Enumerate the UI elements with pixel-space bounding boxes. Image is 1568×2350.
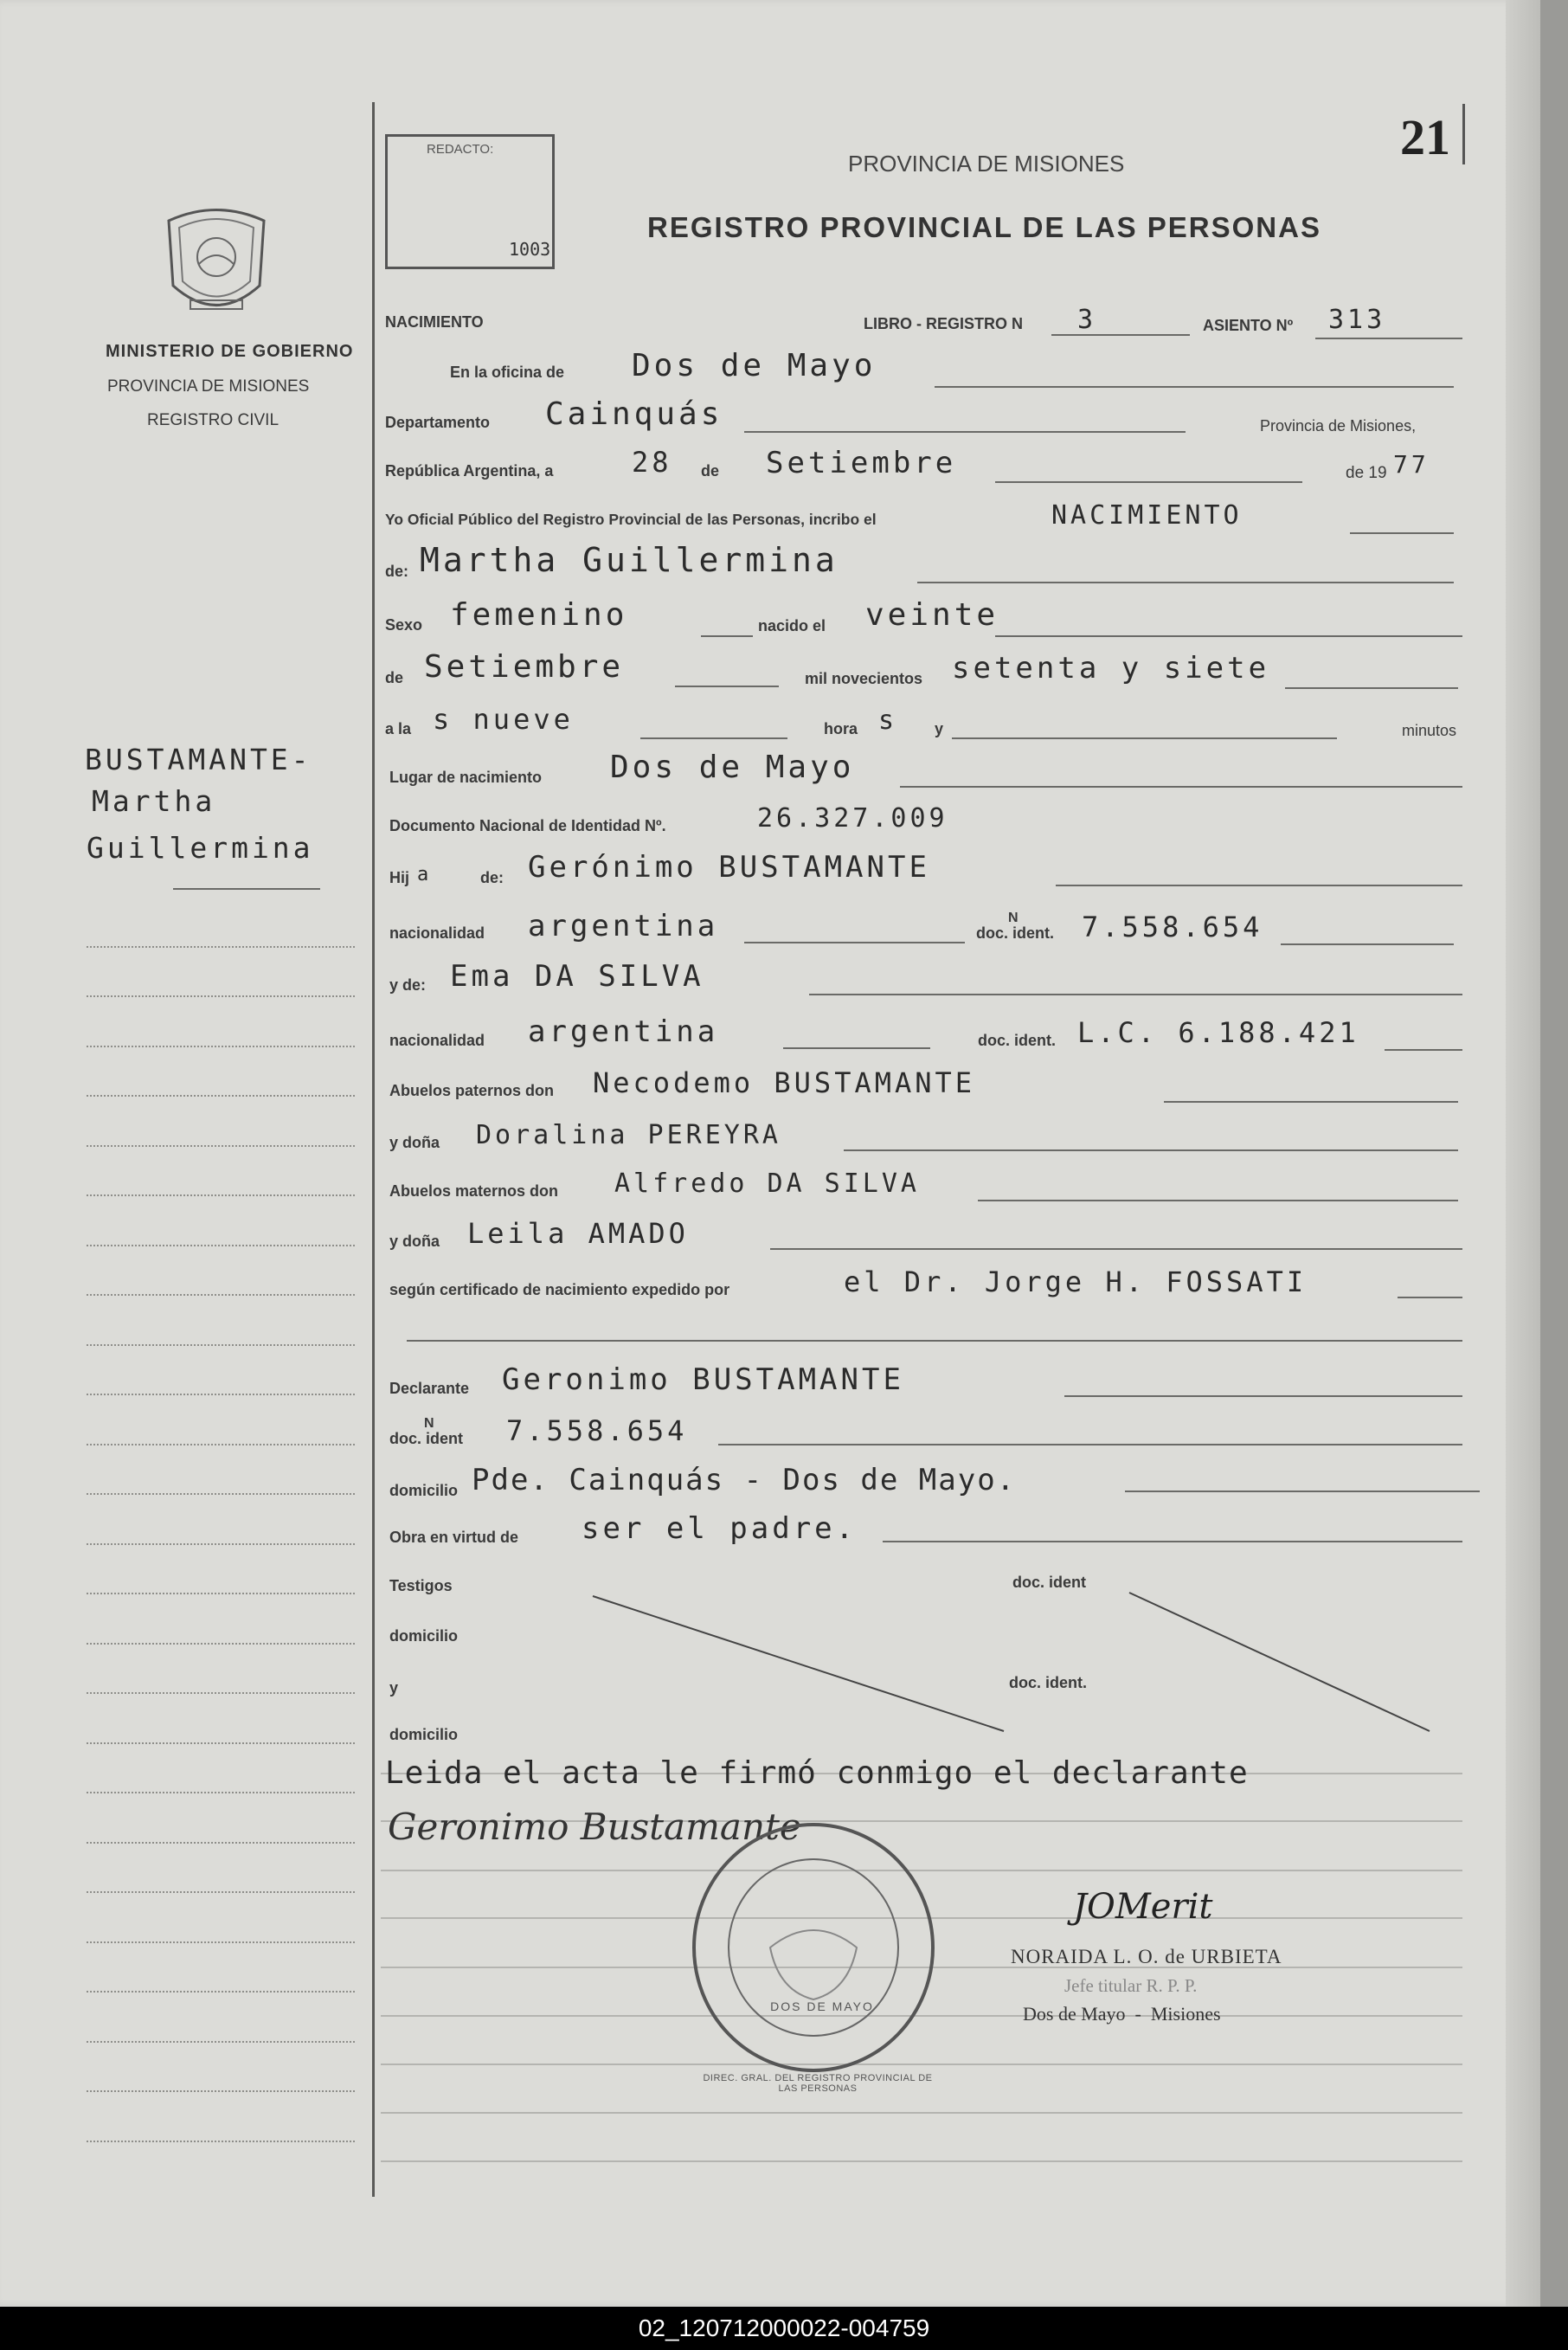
ydona1-line: [844, 1149, 1458, 1151]
nacido-label: nacido el: [758, 617, 826, 634]
ministry-seal-icon: [160, 203, 273, 320]
margin-line: [87, 1493, 355, 1495]
declarante-signature: Geronimo Bustamante: [388, 1806, 801, 1848]
nac2-value: argentina: [528, 1014, 719, 1049]
horas-label: hora: [824, 720, 858, 737]
declarante-label: Declarante: [389, 1380, 470, 1397]
nac2-label: nacionalidad: [389, 1032, 485, 1049]
margin-line: [87, 1742, 355, 1744]
anio-label: de 19: [1346, 464, 1387, 482]
ydona2-value: Leila AMADO: [467, 1217, 689, 1250]
margin-line: [87, 1394, 355, 1395]
header-province: PROVINCIA DE MISIONES: [848, 151, 1125, 177]
registry-stamp-icon: [684, 1818, 943, 2077]
margin-line: [87, 1194, 355, 1196]
cert-value: el Dr. Jorge H. FOSSATI: [844, 1265, 1308, 1298]
abp-value: Necodemo BUSTAMANTE: [593, 1066, 976, 1099]
testigos-label: Testigos: [389, 1577, 453, 1594]
ruled-line: [381, 2160, 1462, 2162]
doc2-label: doc. ident.: [978, 1032, 1056, 1049]
domicilio-line: [1125, 1490, 1480, 1492]
margin-line: [87, 946, 355, 948]
official-name: NORAIDA L. O. de URBIETA: [1011, 1946, 1282, 1967]
de2-label: de: [385, 669, 404, 686]
nacido-value: veinte: [865, 597, 999, 633]
margin-line: [87, 1941, 355, 1943]
nombre-value: Martha Guillermina: [420, 541, 839, 579]
domicilio-label: domicilio: [389, 1482, 459, 1499]
libro-line: [1051, 334, 1190, 336]
margin-line: [87, 1245, 355, 1246]
doc1-line: [1281, 943, 1454, 945]
asiento-line: [1315, 338, 1462, 339]
margin-line: [87, 1891, 355, 1893]
stamp-center: DOS DE MAYO: [770, 1999, 874, 2013]
obra-value: ser el padre.: [582, 1511, 858, 1546]
libro-value: 3: [1077, 305, 1097, 335]
header-registry: REGISTRO PROVINCIAL DE LAS PERSONAS: [647, 211, 1321, 243]
dni-label: Documento Nacional de Identidad Nº.: [389, 817, 666, 834]
oficina-label: En la oficina de: [450, 364, 565, 381]
margin-line: [87, 995, 355, 997]
ministry-title: MINISTERIO DE GOBIERNO: [106, 342, 354, 361]
doc2-line: [1385, 1049, 1462, 1051]
sexo-line: [701, 635, 753, 637]
de-label: de: [701, 462, 720, 480]
oficina-value: Dos de Mayo: [632, 348, 877, 383]
mes-line: [995, 481, 1302, 483]
margin-note-name1: Martha: [92, 784, 216, 818]
ydona2-label: y doña: [389, 1233, 440, 1250]
margin-line: [87, 1543, 355, 1545]
oficial-line: [1350, 532, 1454, 534]
domw1-label: domicilio: [389, 1627, 459, 1645]
nac1-value: argentina: [528, 909, 719, 943]
margin-line: [87, 1593, 355, 1594]
redacto-label: REDACTO:: [427, 142, 494, 157]
ydona1-label: y doña: [389, 1134, 440, 1151]
cert-line: [1398, 1297, 1462, 1298]
obra-label: Obra en virtud de: [389, 1529, 519, 1546]
nacido-line: [995, 635, 1462, 637]
lugar-line: [900, 786, 1462, 788]
docd-sup: N: [424, 1416, 434, 1431]
doc1-label: doc. ident.: [976, 924, 1054, 942]
anio-value: 77: [1393, 450, 1430, 479]
doc2-value: L.C. 6.188.421: [1077, 1016, 1359, 1049]
cert-line-2: [407, 1340, 1462, 1342]
madre-line: [809, 994, 1462, 995]
redacto-mark: 1003: [509, 239, 551, 260]
docd-line: [718, 1444, 1462, 1445]
form-divider: [372, 102, 375, 2197]
margin-line: [87, 1991, 355, 1993]
official-role: Jefe titular R. P. P.: [1064, 1975, 1198, 1996]
docw2-label: doc. ident.: [1009, 1674, 1087, 1691]
doc1-value: 7.558.654: [1082, 911, 1263, 943]
ruled-line: [381, 2112, 1462, 2114]
asiento-label: ASIENTO Nº: [1203, 317, 1294, 334]
ministry-civil: REGISTRO CIVIL: [147, 411, 280, 429]
y-label: y: [935, 720, 944, 737]
sexo-label: Sexo: [385, 616, 423, 634]
departamento-line: [744, 431, 1186, 433]
margin-note-underline: [173, 888, 320, 890]
departamento-value: Cainquás: [545, 396, 723, 432]
official-place: Dos de Mayo - Misiones: [1023, 2003, 1221, 2025]
margin-line: [87, 1095, 355, 1097]
image-caption: 02_120712000022-004759: [0, 2307, 1568, 2350]
madre-value: Ema DA SILVA: [450, 959, 704, 994]
margin-line: [87, 1692, 355, 1694]
hija-de-label: de:: [480, 869, 504, 886]
dni-value: 26.327.009: [757, 803, 948, 834]
nac1-label: nacionalidad: [389, 924, 485, 942]
mil-line: [1285, 687, 1458, 689]
margin-note-name2: Guillermina: [87, 831, 314, 865]
abp-label: Abuelos paternos don: [389, 1082, 555, 1099]
yde-label: y de:: [389, 976, 427, 994]
margin-line: [87, 1444, 355, 1445]
margin-line: [87, 1344, 355, 1346]
domw2-label: domicilio: [389, 1726, 459, 1743]
nac1-line: [744, 942, 965, 943]
margin-line: [87, 1792, 355, 1793]
de-nombre-label: de:: [385, 563, 408, 580]
ydona1-value: Doralina PEREYRA: [476, 1120, 781, 1150]
abm-line: [978, 1200, 1458, 1201]
page-number: 21: [1400, 109, 1450, 165]
margin-line: [87, 2041, 355, 2043]
official-signature: JOMerit: [1073, 1887, 1213, 1927]
margin-line: [87, 1294, 355, 1296]
oficial-value: NACIMIENTO: [1051, 500, 1243, 531]
number-line: [1462, 104, 1465, 164]
margin-note-surname: BUSTAMANTE-: [85, 743, 312, 776]
mes2-line: [675, 686, 779, 687]
mil-label: mil novecientos: [805, 670, 923, 687]
padre-line: [1056, 885, 1462, 886]
page-edge: [1506, 0, 1540, 2307]
mes2-value: Setiembre: [424, 649, 625, 685]
docw1-label: doc. ident: [1012, 1574, 1086, 1591]
redacto-box: [385, 134, 555, 269]
nac2-line: [783, 1047, 930, 1049]
testigos-strike-lines: [381, 1575, 1471, 1748]
padre-value: Gerónimo BUSTAMANTE: [528, 850, 930, 885]
provincia-label: Provincia de Misiones,: [1260, 417, 1417, 435]
oficina-line: [935, 386, 1454, 388]
asiento-value: 313: [1328, 305, 1386, 335]
hija-suffix: a: [417, 864, 433, 885]
minutos-line: [952, 737, 1337, 739]
hora-value: s nueve: [433, 703, 574, 736]
docd-label: doc. ident: [389, 1430, 463, 1447]
hora-line: [640, 737, 787, 739]
margin-line: [87, 1842, 355, 1844]
yw-label: y: [389, 1679, 399, 1697]
doc1-sup: N: [1008, 911, 1019, 925]
ydona2-line: [770, 1248, 1462, 1250]
docd-value: 7.558.654: [506, 1414, 688, 1447]
declarante-line: [1064, 1395, 1462, 1397]
alas-label: a la: [385, 720, 412, 737]
oficial-label: Yo Oficial Público del Registro Provincial de las Personas, incribo el: [385, 511, 877, 528]
minutos-label: minutos: [1402, 722, 1457, 739]
nombre-line: [917, 582, 1454, 583]
hija-label: Hij: [389, 869, 410, 886]
abm-label: Abuelos maternos don: [389, 1182, 559, 1200]
closing-text: Leida el acta le firmó conmigo el declarante: [385, 1755, 1249, 1791]
lugar-label: Lugar de nacimiento: [389, 769, 543, 786]
margin-line: [87, 2141, 355, 2142]
obra-line: [883, 1541, 1462, 1542]
dia-value: 28: [632, 446, 672, 479]
republica-label: República Argentina, a: [385, 462, 554, 480]
domicilio-value: Pde. Cainquás - Dos de Mayo.: [472, 1463, 1017, 1497]
margin-line: [87, 1145, 355, 1147]
stamp-text: DIREC. GRAL. DEL REGISTRO PROVINCIAL DE LAS PERSONAS: [703, 2073, 933, 2094]
horas-suffix: s: [878, 705, 898, 736]
margin-line: [87, 2090, 355, 2092]
abp-line: [1164, 1101, 1458, 1103]
margin-line: [87, 1046, 355, 1047]
cert-label: según certificado de nacimiento expedido por: [389, 1281, 730, 1298]
mes-value: Setiembre: [766, 446, 957, 480]
departamento-label: Departamento: [385, 414, 491, 431]
libro-label: LIBRO - REGISTRO N: [864, 315, 1023, 332]
declarante-value: Geronimo BUSTAMANTE: [502, 1362, 904, 1397]
nacimiento-label: NACIMIENTO: [385, 313, 484, 331]
sexo-value: femenino: [450, 597, 628, 633]
abm-value: Alfredo DA SILVA: [614, 1169, 920, 1199]
ministry-province: PROVINCIA DE MISIONES: [107, 377, 310, 396]
lugar-value: Dos de Mayo: [610, 750, 855, 785]
mil-value: setenta y siete: [952, 651, 1270, 686]
margin-line: [87, 1643, 355, 1645]
